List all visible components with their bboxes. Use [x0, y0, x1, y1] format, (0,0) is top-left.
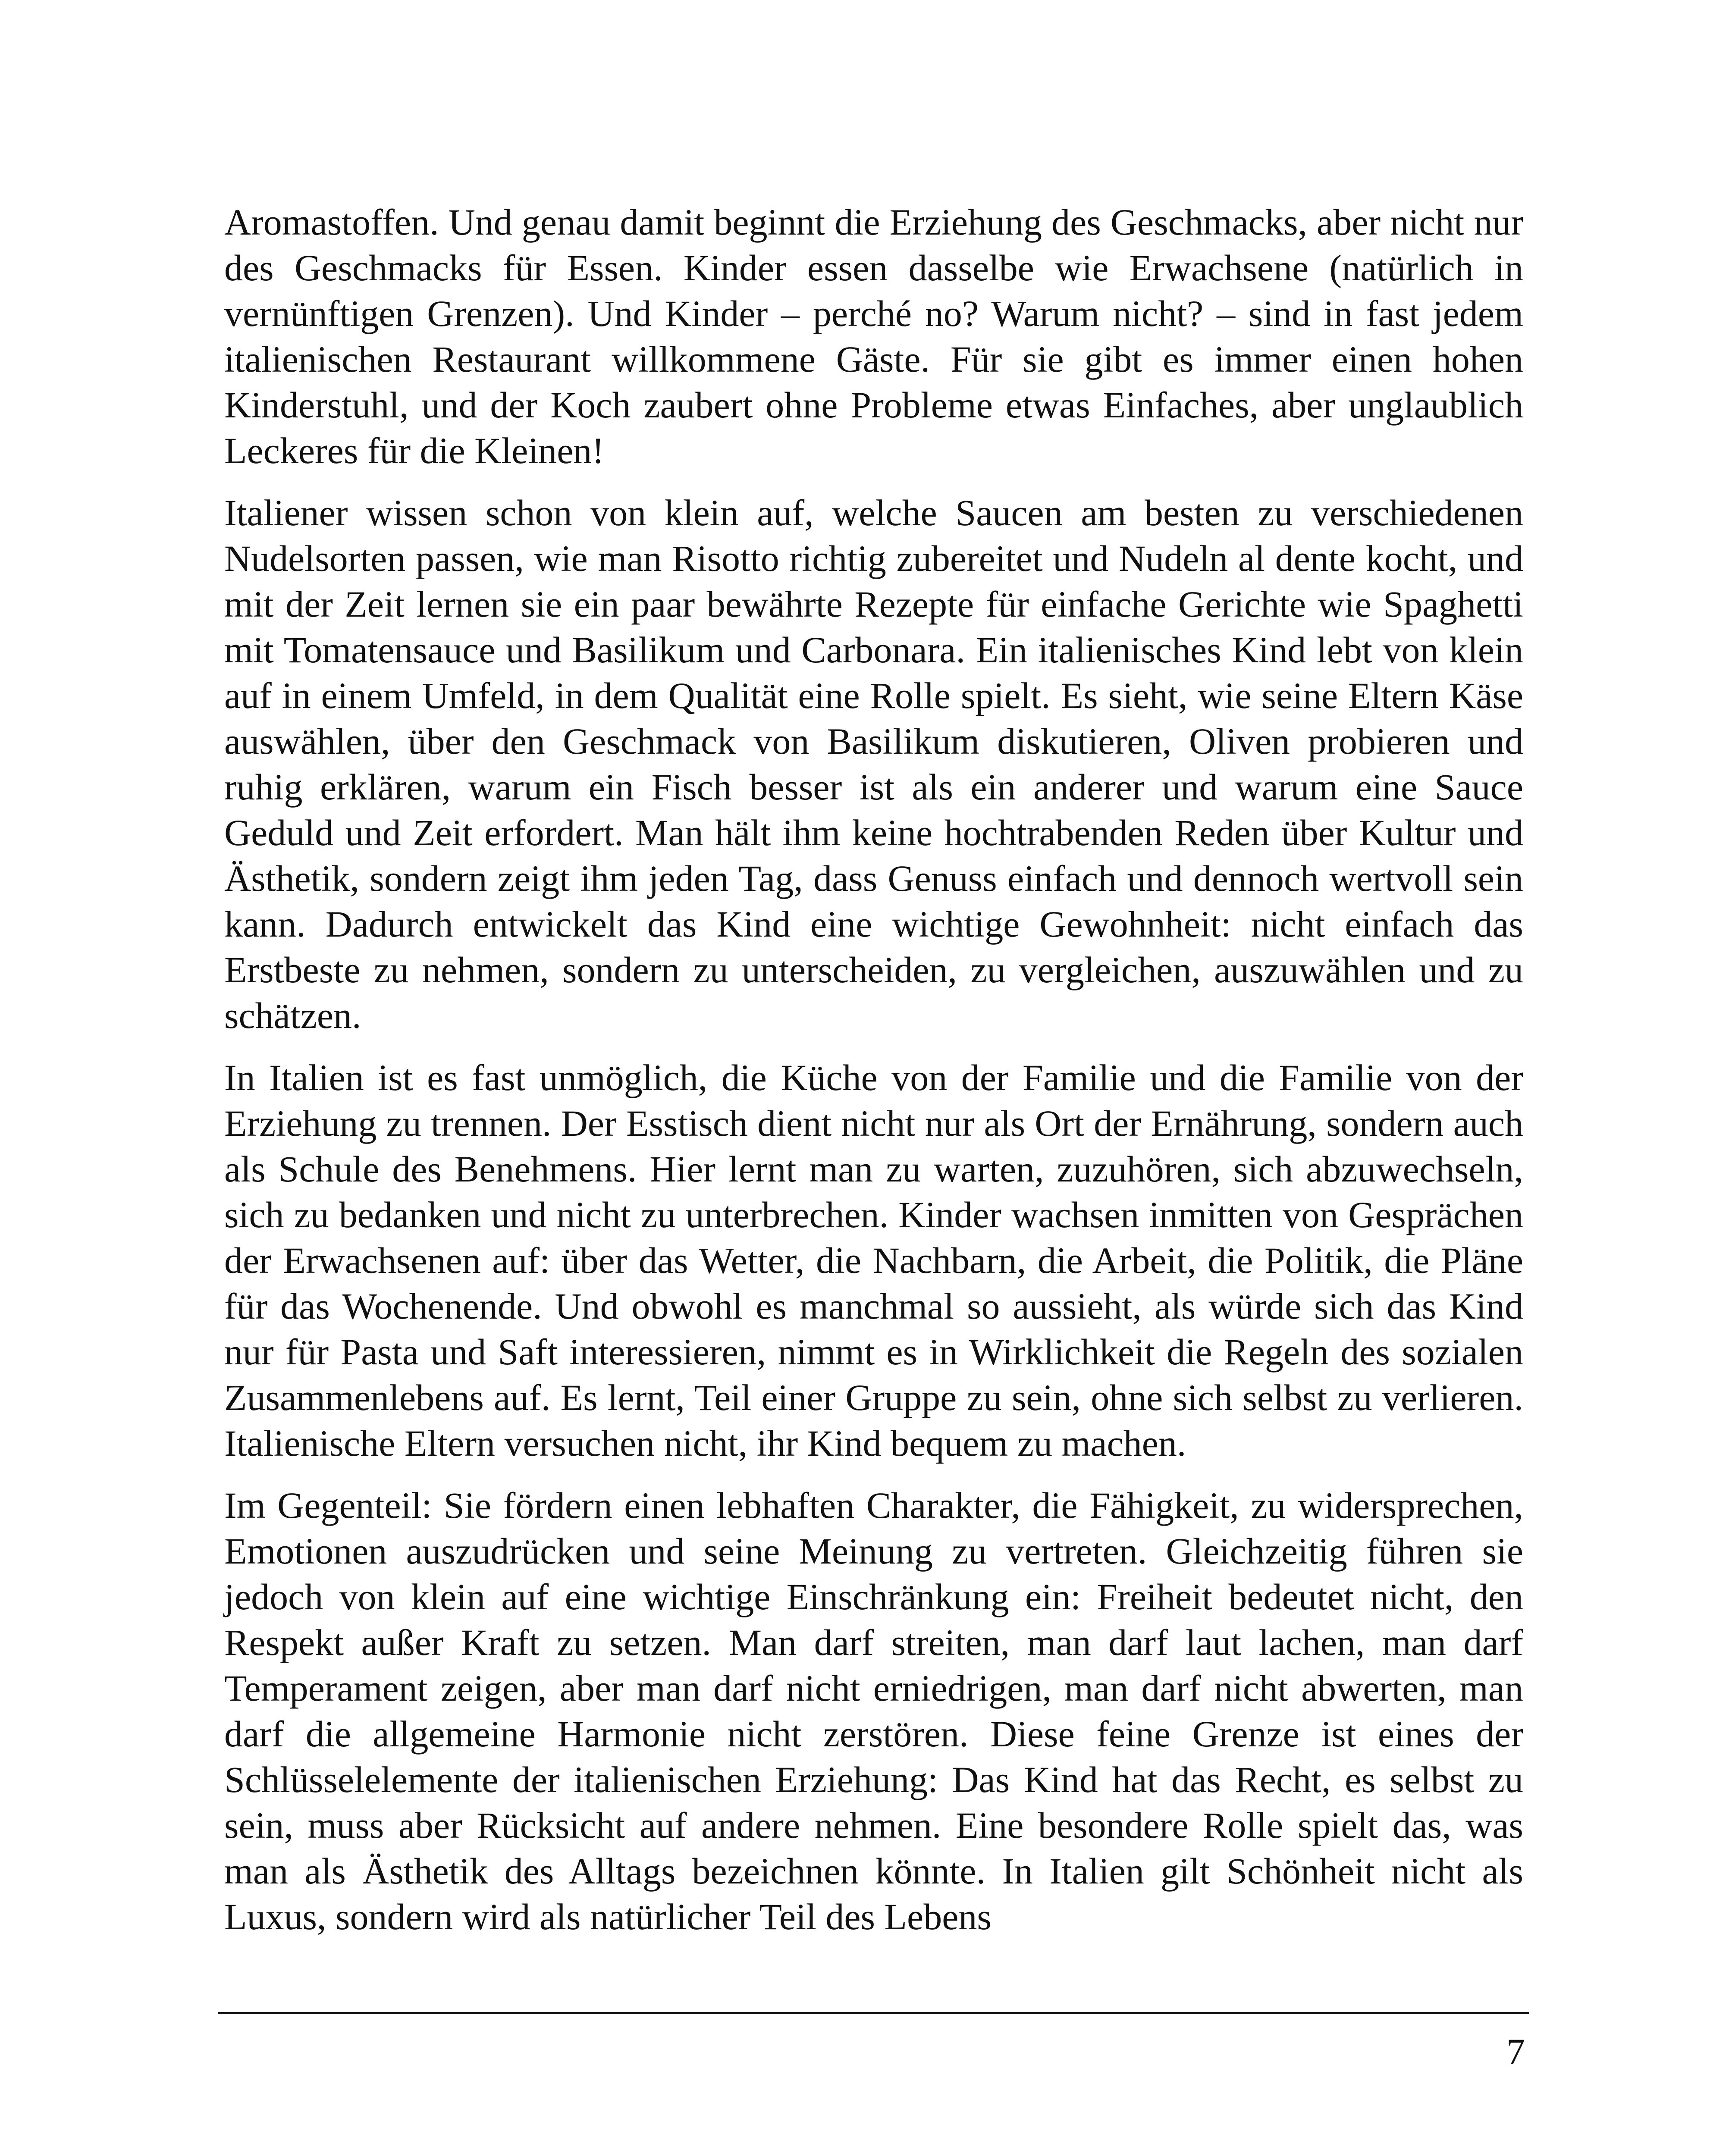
footer-divider	[218, 2012, 1529, 2014]
paragraph-4: Im Gegenteil: Sie fördern einen lebhaften Charakter, die Fähigkeit, zu widersprechen, Emotionen auszudrücken und seine Meinung zu vertreten. Gleichzeitig führen sie jedoch von klein auf eine wichtige Einschränkung ein: Freiheit bedeutet nicht, den Respekt außer Kraft zu setzen. Man darf streiten, man darf laut lachen, man darf Temperament zeigen, aber man darf nicht erniedrigen, man darf nicht abwerten, man darf die allgemeine Harmonie nicht zerstören. Diese feine Grenze ist eines der Schlüsselelemente der italienischen Erziehung: Das Kind hat das Recht, es selbst zu sein, muss aber Rücksicht auf andere nehmen. Eine besondere Rolle spielt das, was man als Ästhetik des Alltags bezeichnen könnte. In Italien gilt Schönheit nicht als Luxus, sondern wird als natürlicher Teil des Lebens	[224, 1485, 1523, 1937]
paragraph-3: In Italien ist es fast unmöglich, die Küche von der Familie und die Familie von der Erziehung zu trennen. Der Esstisch dient nicht nur als Ort der Ernährung, sondern auch als Schule des Benehmens. Hier lernt man zu warten, zuzuhören, sich abzuwechseln, sich zu bedanken und nicht zu unterbrechen. Kinder wachsen inmitten von Gesprächen der Erwachsenen auf: über das Wetter, die Nachbarn, die Arbeit, die Politik, die Pläne für das Wochenende. Und obwohl es manchmal so aussieht, als würde sich das Kind nur für Pasta und Saft interessieren, nimmt es in Wirklichkeit die Regeln des sozialen Zusammenlebens auf. Es lernt, Teil einer Gruppe zu sein, ohne sich selbst zu verlieren. Italienische Eltern versuchen nicht, ihr Kind bequem zu machen.	[224, 1057, 1523, 1464]
page-number: 7	[1506, 2031, 1525, 2072]
body-text	[224, 199, 1523, 1956]
paragraph-2: Italiener wissen schon von klein auf, welche Saucen am besten zu verschiedenen Nudelsorten passen, wie man Risotto richtig zubereitet und Nudeln al dente kocht, und mit der Zeit lernen sie ein paar bewährte Rezepte für einfache Gerichte wie Spaghetti mit Tomatensauce und Basilikum und Carbonara. Ein italienisches Kind lebt von klein auf in einem Umfeld, in dem Qualität eine Rolle spielt. Es sieht, wie seine Eltern Käse auswählen, über den Geschmack von Basilikum diskutieren, Oliven probieren und ruhig erklären, warum ein Fisch besser ist als ein anderer und warum eine Sauce Geduld und Zeit erfordert. Man hält ihm keine hochtrabenden Reden über Kultur und Ästhetik, sondern zeigt ihm jeden Tag, dass Genuss einfach und dennoch wertvoll sein kann. Dadurch entwickelt das Kind eine wichtige Gewohnheit: nicht einfach das Erstbeste zu nehmen, sondern zu unterscheiden, zu vergleichen, auszuwählen und zu schätzen.	[224, 492, 1523, 1036]
paragraph-1: Aromastoffen. Und genau damit beginnt die Erziehung des Geschmacks, aber nicht nur des Geschmacks für Essen. Kinder essen dasselbe wie Erwachsene (natürlich in vernünftigen Grenzen). Und Kinder – perché no? Warum nicht? – sind in fast jedem italienischen Restaurant willkommene Gäste. Für sie gibt es immer einen hohen Kinderstuhl, und der Koch zaubert ohne Probleme etwas Einfaches, aber unglaublich Leckeres für die Kleinen!	[224, 201, 1523, 471]
